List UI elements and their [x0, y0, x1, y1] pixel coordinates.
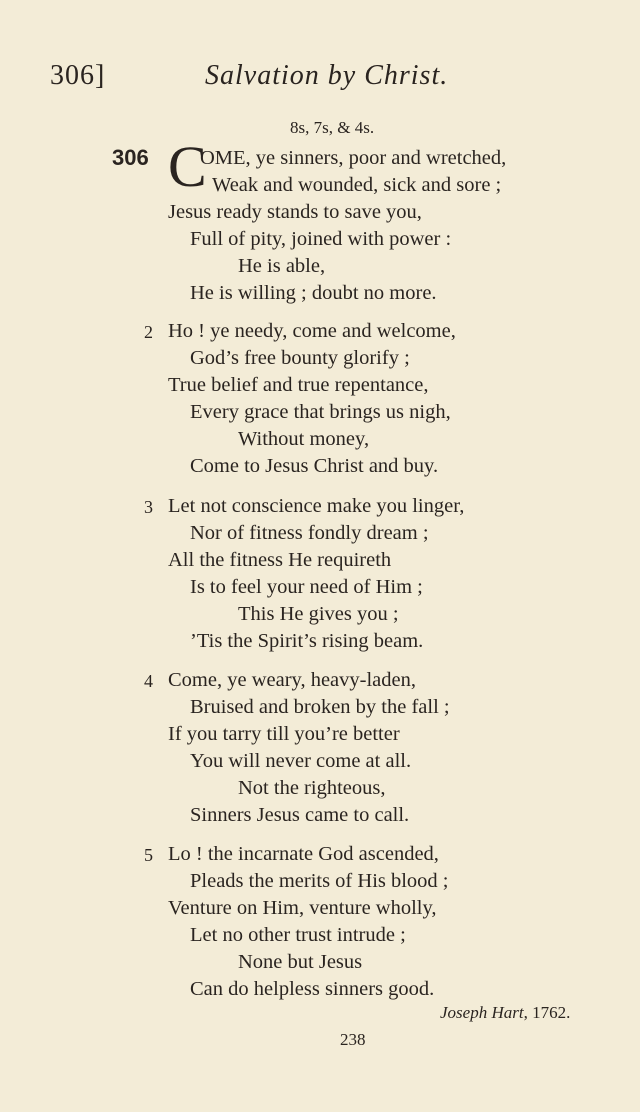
verse-5-line-4: Let no other trust intrude ;	[190, 924, 406, 946]
drop-cap: C	[168, 134, 207, 199]
verse-4-line-1: Come, ye weary, heavy-laden,	[168, 669, 416, 691]
verse-1-line-2: Weak and wounded, sick and sore ;	[212, 174, 502, 196]
verse-1-line-3: Jesus ready stands to save you,	[168, 201, 422, 223]
verse-2-line-6: Come to Jesus Christ and buy.	[190, 455, 439, 477]
verse-3-line-3: All the fitness He requireth	[168, 549, 392, 571]
verse-2-number: 2	[144, 322, 153, 342]
hymn-meter: 8s, 7s, & 4s.	[290, 118, 375, 137]
verse-2-line-5: Without money,	[238, 428, 370, 450]
verse-3-line-2: Nor of fitness fondly dream ;	[190, 522, 429, 544]
running-page-number: 306]	[50, 60, 106, 91]
author-attribution	[440, 1003, 570, 1023]
verse-1-line-4: Full of pity, joined with power :	[190, 228, 452, 250]
verse-2-line-1: Ho ! ye needy, come and welcome,	[168, 320, 456, 342]
verse-4-line-4: You will never come at all.	[190, 750, 412, 772]
verse-5-line-2: Pleads the merits of His blood ;	[190, 870, 449, 892]
hymn-number: 306	[112, 145, 149, 170]
verse-4-number: 4	[144, 671, 153, 691]
verse-4-line-6: Sinners Jesus came to call.	[190, 804, 410, 826]
verse-3-number: 3	[144, 497, 153, 517]
verse-1-line-1: OME, ye sinners, poor and wretched,	[200, 147, 507, 169]
verse-5-number: 5	[144, 845, 153, 865]
running-title: Salvation by Christ.	[205, 60, 449, 91]
verse-1-line-6: He is willing ; doubt no more.	[190, 282, 437, 304]
verse-4-line-3: If you tarry till you’re better	[168, 723, 400, 745]
verse-5-line-1: Lo ! the incarnate God ascended,	[168, 843, 439, 865]
author-year: 1762.	[532, 1003, 571, 1022]
author-comma: ,	[523, 1003, 533, 1022]
verse-3-line-1: Let not conscience make you linger,	[168, 495, 465, 517]
author-name: Joseph Hart	[440, 1003, 524, 1022]
verse-4-line-5: Not the righteous,	[238, 777, 386, 799]
page-number: 238	[340, 1030, 366, 1049]
verse-3-line-5: This He gives you ;	[238, 603, 399, 625]
verse-2-line-3: True belief and true repentance,	[168, 374, 429, 396]
verse-4-line-2: Bruised and broken by the fall ;	[190, 696, 450, 718]
verse-5-line-5: None but Jesus	[238, 951, 363, 973]
verse-1-line-5: He is able,	[238, 255, 326, 277]
verse-2-line-2: God’s free bounty glorify ;	[190, 347, 410, 369]
verse-5-line-3: Venture on Him, venture wholly,	[168, 897, 437, 919]
verse-2-line-4: Every grace that brings us nigh,	[190, 401, 451, 423]
verse-3-line-4: Is to feel your need of Him ;	[190, 576, 423, 598]
verse-5-line-6: Can do helpless sinners good.	[190, 978, 435, 1000]
verse-3-line-6: ’Tis the Spirit’s rising beam.	[190, 630, 424, 652]
